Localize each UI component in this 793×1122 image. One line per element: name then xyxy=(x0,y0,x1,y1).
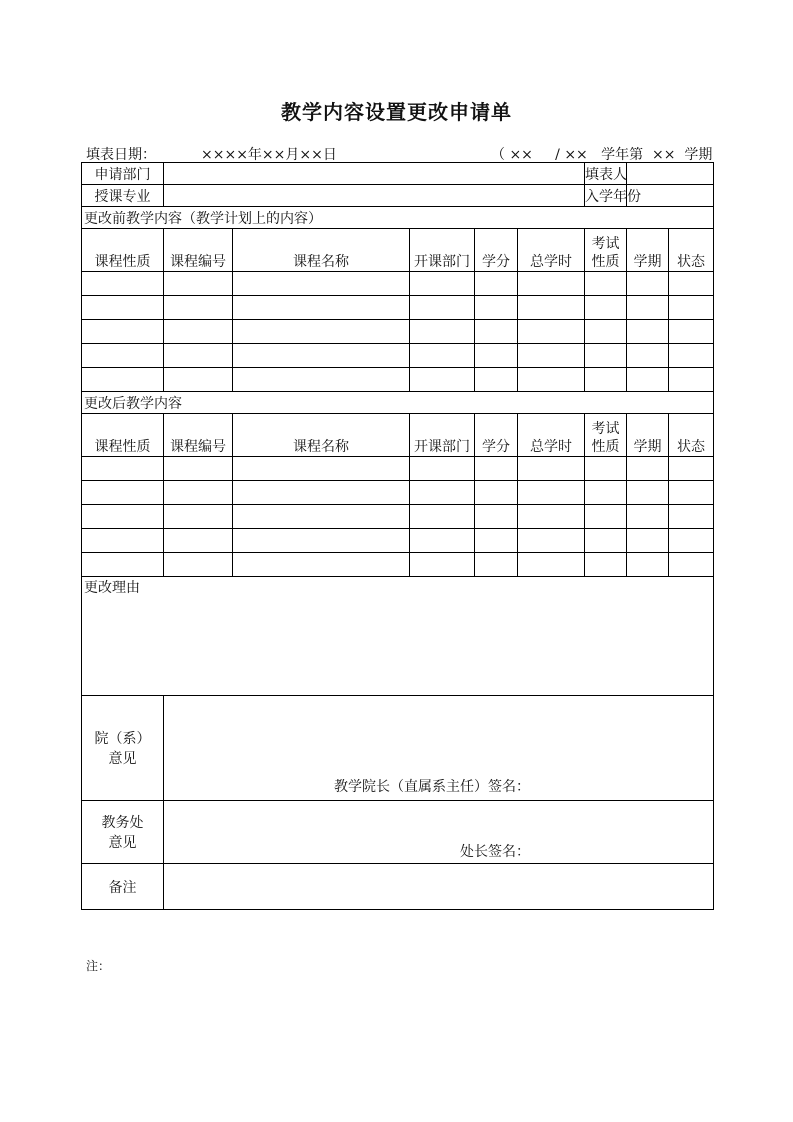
table-cell[interactable] xyxy=(475,529,518,553)
application-form-table xyxy=(81,162,714,910)
col-header-hours: 总学时 xyxy=(518,414,585,457)
table-cell[interactable] xyxy=(627,457,669,481)
table-cell[interactable] xyxy=(410,368,475,392)
table-cell[interactable] xyxy=(585,368,627,392)
remarks-field[interactable] xyxy=(164,864,714,910)
table-row xyxy=(82,481,714,505)
table-cell[interactable] xyxy=(82,344,164,368)
col-header-dept: 开课部门 xyxy=(410,414,475,457)
after-section-title: 更改后教学内容 xyxy=(82,392,714,414)
table-cell[interactable] xyxy=(82,553,164,577)
table-cell[interactable] xyxy=(475,368,518,392)
table-cell[interactable] xyxy=(233,272,410,296)
row-remarks xyxy=(82,864,714,910)
col-header-term: 学期 xyxy=(627,229,669,272)
table-cell[interactable] xyxy=(475,553,518,577)
table-cell[interactable] xyxy=(82,505,164,529)
table-cell[interactable] xyxy=(585,344,627,368)
table-cell[interactable] xyxy=(627,272,669,296)
col-header-name: 课程名称 xyxy=(233,229,410,272)
table-cell[interactable] xyxy=(585,505,627,529)
major-field[interactable] xyxy=(164,185,585,207)
table-cell[interactable] xyxy=(518,344,585,368)
table-cell[interactable] xyxy=(82,457,164,481)
table-cell[interactable] xyxy=(410,529,475,553)
year-label: 入学年份 xyxy=(585,185,627,207)
table-cell[interactable] xyxy=(233,320,410,344)
college-sign-label: 教学院长（直属系主任）签名： xyxy=(334,779,530,795)
table-cell[interactable] xyxy=(518,505,585,529)
table-cell[interactable] xyxy=(410,505,475,529)
fill-date-label: 填表日期： xyxy=(86,147,156,163)
row-after-section xyxy=(82,392,714,414)
table-cell[interactable] xyxy=(233,457,410,481)
dept-label: 申请部门 xyxy=(82,163,164,185)
table-cell[interactable] xyxy=(669,481,714,505)
college-label: 院（系） 意见 xyxy=(82,696,164,801)
table-cell[interactable] xyxy=(669,296,714,320)
col-header-code: 课程编号 xyxy=(164,414,233,457)
table-cell[interactable] xyxy=(233,553,410,577)
table-cell[interactable] xyxy=(585,320,627,344)
table-cell[interactable] xyxy=(669,457,714,481)
table-cell[interactable] xyxy=(518,457,585,481)
office-opinion-field[interactable] xyxy=(164,801,714,864)
table-cell[interactable] xyxy=(164,296,233,320)
table-cell[interactable] xyxy=(475,296,518,320)
major-label: 授课专业 xyxy=(82,185,164,207)
table-cell[interactable] xyxy=(518,320,585,344)
table-cell[interactable] xyxy=(82,272,164,296)
table-cell[interactable] xyxy=(410,344,475,368)
col-header-hours: 总学时 xyxy=(518,229,585,272)
row-before-section xyxy=(82,207,714,229)
table-cell[interactable] xyxy=(82,529,164,553)
table-row xyxy=(82,457,714,481)
table-cell[interactable] xyxy=(669,368,714,392)
col-header-credit: 学分 xyxy=(475,229,518,272)
table-row xyxy=(82,344,714,368)
table-cell[interactable] xyxy=(475,272,518,296)
filler-label: 填表人 xyxy=(585,163,627,185)
table-cell[interactable] xyxy=(233,481,410,505)
col-header-dept: 开课部门 xyxy=(410,229,475,272)
col-header-exam: 考试 性质 xyxy=(585,229,627,272)
table-cell[interactable] xyxy=(585,296,627,320)
table-cell[interactable] xyxy=(585,481,627,505)
table-cell[interactable] xyxy=(669,320,714,344)
table-cell[interactable] xyxy=(627,320,669,344)
table-cell[interactable] xyxy=(164,553,233,577)
table-cell[interactable] xyxy=(627,368,669,392)
table-cell[interactable] xyxy=(410,481,475,505)
filler-field[interactable] xyxy=(627,163,714,185)
table-cell[interactable] xyxy=(518,553,585,577)
row-department xyxy=(82,163,714,185)
table-row xyxy=(82,296,714,320)
row-reason xyxy=(82,577,714,696)
table-cell[interactable] xyxy=(233,505,410,529)
table-cell[interactable] xyxy=(518,529,585,553)
table-row xyxy=(82,529,714,553)
table-cell[interactable] xyxy=(669,553,714,577)
table-cell[interactable] xyxy=(518,296,585,320)
table-cell[interactable] xyxy=(410,457,475,481)
col-header-name: 课程名称 xyxy=(233,414,410,457)
table-cell[interactable] xyxy=(627,505,669,529)
table-cell[interactable] xyxy=(585,272,627,296)
col-header-nature: 课程性质 xyxy=(82,414,164,457)
col-header-status: 状态 xyxy=(669,414,714,457)
table-cell[interactable] xyxy=(410,553,475,577)
table-cell[interactable] xyxy=(669,529,714,553)
table-row xyxy=(82,505,714,529)
table-cell[interactable] xyxy=(585,529,627,553)
office-label: 教务处 意见 xyxy=(82,801,164,864)
term-text: （ ×× / ×× 学年第 ×× 学期 xyxy=(491,147,713,163)
footnote: 注： xyxy=(86,959,111,973)
after-header-row xyxy=(82,414,714,457)
table-row xyxy=(82,320,714,344)
table-cell[interactable] xyxy=(585,457,627,481)
table-cell[interactable] xyxy=(475,505,518,529)
remarks-label: 备注 xyxy=(82,864,164,910)
table-cell[interactable] xyxy=(164,481,233,505)
col-header-credit: 学分 xyxy=(475,414,518,457)
table-cell[interactable] xyxy=(669,272,714,296)
college-opinion-field[interactable] xyxy=(164,696,714,801)
table-cell[interactable] xyxy=(164,368,233,392)
col-header-code: 课程编号 xyxy=(164,229,233,272)
reason-field[interactable] xyxy=(82,577,714,696)
table-cell[interactable] xyxy=(82,296,164,320)
table-cell[interactable] xyxy=(233,344,410,368)
row-office-opinion xyxy=(82,801,714,864)
table-cell[interactable] xyxy=(233,368,410,392)
table-row xyxy=(82,272,714,296)
table-cell[interactable] xyxy=(669,505,714,529)
col-header-exam: 考试 性质 xyxy=(585,414,627,457)
table-cell[interactable] xyxy=(518,272,585,296)
dept-field[interactable] xyxy=(164,163,585,185)
col-header-status: 状态 xyxy=(669,229,714,272)
table-cell[interactable] xyxy=(627,529,669,553)
table-row xyxy=(82,553,714,577)
table-cell[interactable] xyxy=(410,272,475,296)
table-cell[interactable] xyxy=(82,368,164,392)
table-cell[interactable] xyxy=(164,344,233,368)
table-cell[interactable] xyxy=(164,457,233,481)
table-cell[interactable] xyxy=(627,553,669,577)
table-cell[interactable] xyxy=(627,344,669,368)
table-cell[interactable] xyxy=(518,368,585,392)
page-title: 教学内容设置更改申请单 xyxy=(281,100,512,124)
table-cell[interactable] xyxy=(82,320,164,344)
office-sign-label: 处长签名： xyxy=(460,844,530,860)
table-row xyxy=(82,368,714,392)
table-cell[interactable] xyxy=(627,296,669,320)
table-cell[interactable] xyxy=(233,529,410,553)
table-cell[interactable] xyxy=(410,320,475,344)
table-cell[interactable] xyxy=(233,296,410,320)
reason-label: 更改理由 xyxy=(84,580,140,596)
before-header-row xyxy=(82,229,714,272)
table-cell[interactable] xyxy=(627,481,669,505)
table-cell[interactable] xyxy=(164,272,233,296)
col-header-nature: 课程性质 xyxy=(82,229,164,272)
table-cell[interactable] xyxy=(585,553,627,577)
table-cell[interactable] xyxy=(410,296,475,320)
fill-date-value[interactable]: ××××年××月××日 xyxy=(201,147,337,163)
table-cell[interactable] xyxy=(669,344,714,368)
table-cell[interactable] xyxy=(82,481,164,505)
table-cell[interactable] xyxy=(164,505,233,529)
before-section-title: 更改前教学内容（教学计划上的内容） xyxy=(82,207,714,229)
col-header-term: 学期 xyxy=(627,414,669,457)
row-major xyxy=(82,185,714,207)
table-cell[interactable] xyxy=(518,481,585,505)
table-cell[interactable] xyxy=(475,457,518,481)
table-cell[interactable] xyxy=(475,481,518,505)
row-college-opinion xyxy=(82,696,714,801)
table-cell[interactable] xyxy=(164,529,233,553)
table-cell[interactable] xyxy=(475,344,518,368)
table-cell[interactable] xyxy=(475,320,518,344)
table-cell[interactable] xyxy=(164,320,233,344)
